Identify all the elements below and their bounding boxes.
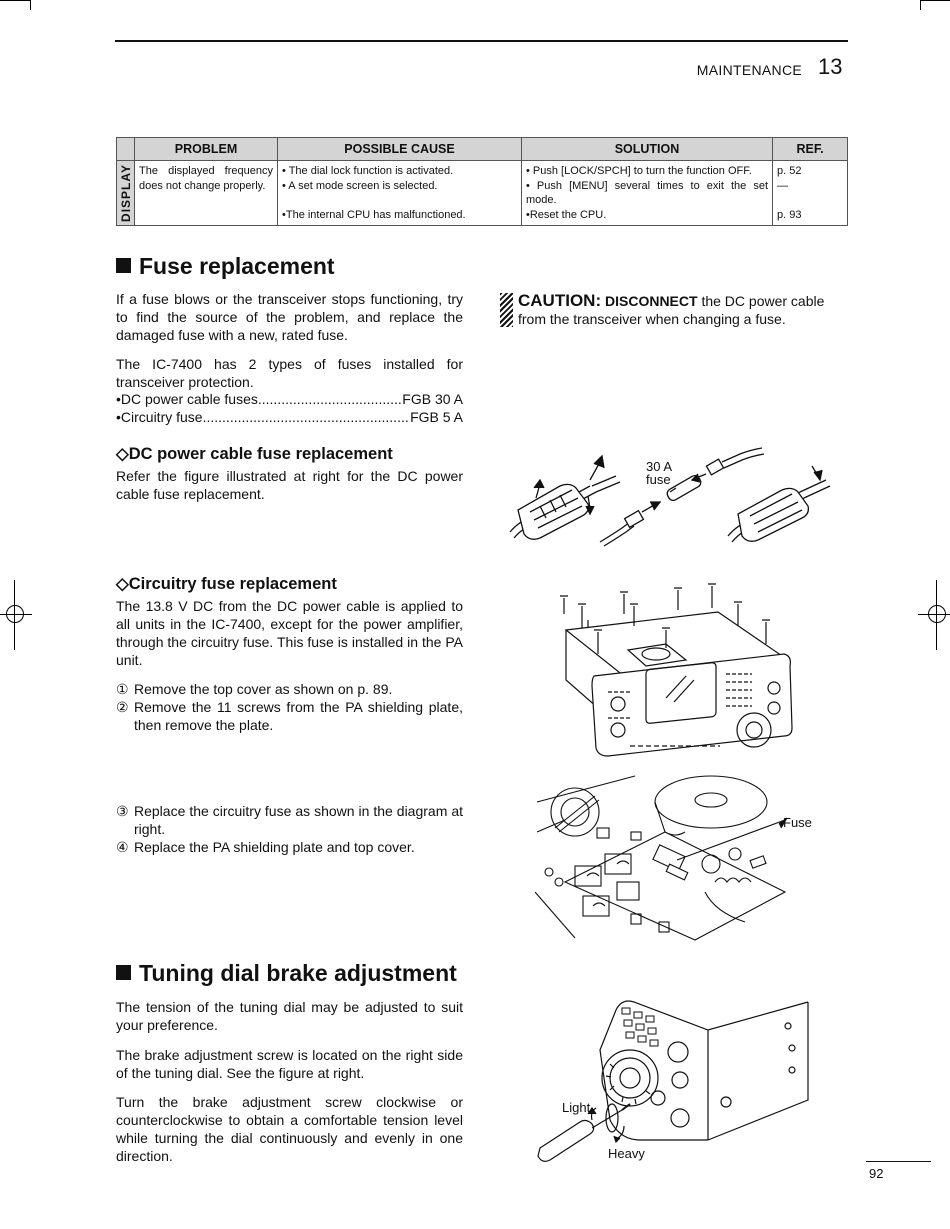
transceiver-screws-figure	[548, 580, 798, 760]
list-item: ④ Replace the PA shielding plate and top cover.	[116, 839, 415, 855]
crop-mark	[920, 0, 921, 10]
circuitry-fuse-subtitle: ◇Circuitry fuse replacement	[116, 575, 337, 593]
solution-item: •Reset the CPU.	[526, 208, 607, 221]
fuse-intro: If a fuse blows or the transceiver stops functioning, try to find the source of the problem, and replace the damaged fuse with a new, rated fuse.	[116, 291, 463, 343]
square-bullet-icon	[116, 965, 131, 980]
square-bullet-icon	[116, 258, 131, 273]
brake-adjust-figure	[530, 990, 840, 1165]
fig-light-label: Light	[562, 1100, 591, 1115]
fuse-types-intro: The IC-7400 has 2 types of fuses installed for transceiver protection.	[116, 356, 463, 390]
ref-cell	[773, 161, 848, 226]
page-number-rule	[866, 1161, 931, 1162]
caution-hatch-icon	[500, 293, 513, 327]
brake-section-title: Tuning dial brake adjustment	[116, 960, 457, 987]
fig-fuse-label: fuse	[646, 472, 671, 487]
section-label: MAINTENANCE	[696, 62, 802, 78]
list-item: •Circuitry fuse ..... FGB 5 A	[116, 408, 463, 426]
section-number: 13	[818, 54, 843, 79]
fig-pcb-label: Fuse	[783, 815, 812, 830]
fuse-list	[116, 390, 463, 426]
fig-fuse-label: 30 A	[646, 459, 673, 474]
cause-item: •The internal CPU has malfunctioned.	[282, 208, 466, 221]
dc-fuse-figure	[500, 440, 850, 550]
crop-mark	[920, 0, 950, 1]
list-item: ② Remove the 11 screws from the PA shielding plate, then remove the plate.	[116, 699, 463, 733]
table-header-ref: REF.	[773, 138, 848, 161]
crop-mark	[30, 0, 31, 10]
dc-fuse-subtitle: ◇DC power cable fuse replacement	[116, 445, 393, 463]
cause-cell	[278, 161, 522, 226]
troubleshooting-table	[116, 137, 848, 226]
caution-label: CAUTION:	[518, 291, 602, 310]
caution-text: the DC power cable from the transceiver when changing a fuse.	[518, 293, 825, 327]
pcb-fuse-figure	[535, 772, 835, 942]
steps-list-a	[116, 680, 463, 734]
ref-item: p. 93	[777, 208, 802, 221]
cause-item: • The dial lock function is activated.	[282, 165, 454, 177]
dc-fuse-text: Refer the figure illustrated at right for the DC power cable fuse replacement.	[116, 468, 463, 502]
side-label: DISPLAY	[118, 164, 133, 222]
table-header-side	[117, 138, 135, 161]
solution-item: • Push [LOCK/SPCH] to turn the function OFF.	[526, 165, 752, 177]
registration-mark	[6, 605, 24, 623]
registration-mark	[928, 605, 946, 623]
caution-word: DISCONNECT	[605, 293, 698, 309]
crop-mark	[0, 0, 30, 1]
problem-cell: The displayed frequency does not change properly.	[135, 161, 278, 226]
fig-heavy-label: Heavy	[608, 1146, 645, 1161]
table-header-problem: PROBLEM	[135, 138, 278, 161]
page-number: 92	[869, 1166, 884, 1181]
brake-p2: The brake adjustment screw is located on the right side of the tuning dial. See the figure at right.	[116, 1047, 463, 1081]
caution-note	[518, 292, 850, 328]
cause-item: • A set mode screen is selected.	[282, 179, 438, 192]
steps-list-b	[116, 802, 463, 856]
solution-item: • Push [MENU] several times to exit the set mode.	[526, 179, 768, 206]
brake-p3: Turn the brake adjustment screw clockwise or counterclockwise to obtain a comfortable tension level while turning the dial continuously and evenly in one direction.	[116, 1094, 463, 1164]
brake-p1: The tension of the tuning dial may be adjusted to suit your preference.	[116, 999, 463, 1033]
ref-item: p. 52	[777, 165, 802, 177]
table-row	[117, 161, 848, 226]
header-rule	[115, 40, 848, 42]
table-header-solution: SOLUTION	[522, 138, 773, 161]
table-header-row	[117, 138, 848, 161]
list-item: ① Remove the top cover as shown on p. 89.	[116, 681, 393, 697]
solution-cell	[522, 161, 773, 226]
list-item: ③ Replace the circuitry fuse as shown in the diagram at right.	[116, 803, 463, 837]
circuitry-fuse-text: The 13.8 V DC from the DC power cable is applied to all units in the IC-7400, except for the power amplifier, through the circuitry fuse. This fuse is installed in the PA unit.	[116, 598, 463, 668]
table-header-cause: POSSIBLE CAUSE	[278, 138, 522, 161]
list-item: •DC power cable fuses ..... FGB 30 A	[116, 390, 463, 408]
fuse-section-title: Fuse replacement	[116, 253, 335, 280]
table-side-cell	[117, 161, 135, 226]
ref-item: —	[777, 179, 788, 192]
